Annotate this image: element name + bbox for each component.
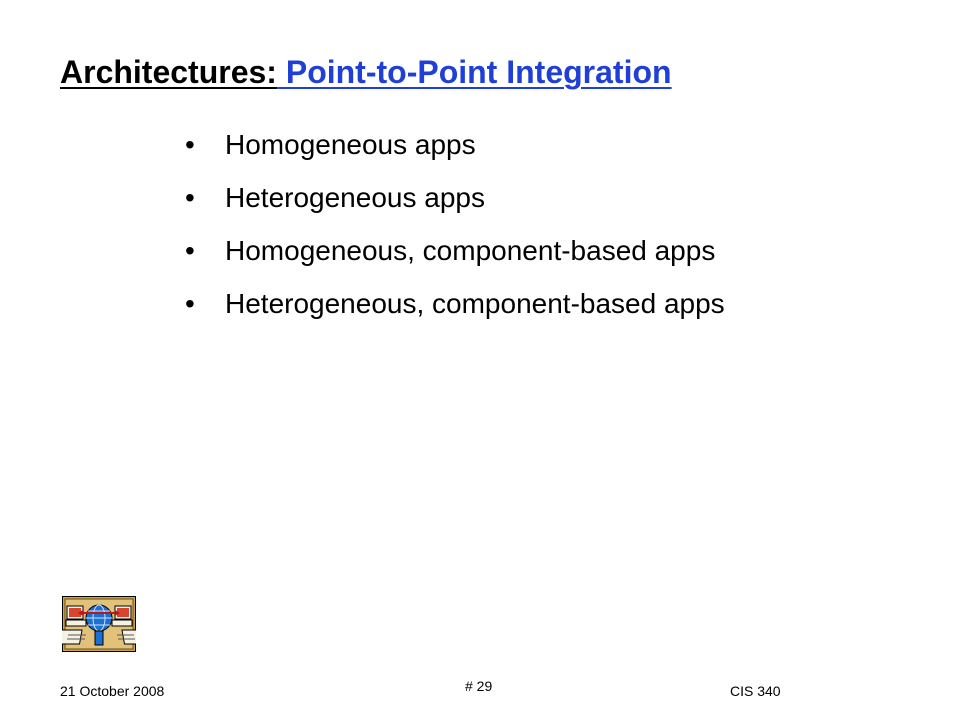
bullet-item xyxy=(185,224,725,277)
bullet-dot: • xyxy=(185,235,195,266)
footer-date: 21 October 2008 xyxy=(60,683,165,699)
slide-title xyxy=(60,50,672,94)
title-prefix: Architectures: xyxy=(60,54,277,90)
footer-page-number: # 29 xyxy=(465,678,493,694)
bullet-dot: • xyxy=(185,182,195,213)
bullet-text: Homogeneous, component-based apps xyxy=(225,235,716,266)
bullet-dot: • xyxy=(185,288,195,319)
bullet-item xyxy=(185,277,725,330)
bullet-text: Heterogeneous apps xyxy=(225,182,485,213)
title-link[interactable]: Point-to-Point Integration xyxy=(276,54,672,90)
bullet-item xyxy=(185,171,725,224)
bullet-dot: • xyxy=(185,129,195,160)
bullet-item xyxy=(185,118,725,171)
footer-course: CIS 340 xyxy=(730,683,781,699)
bullet-text: Homogeneous apps xyxy=(225,129,476,160)
network-globe-computers-icon xyxy=(62,596,136,652)
bullet-text: Heterogeneous, component-based apps xyxy=(225,288,725,319)
bullet-list xyxy=(185,118,725,330)
